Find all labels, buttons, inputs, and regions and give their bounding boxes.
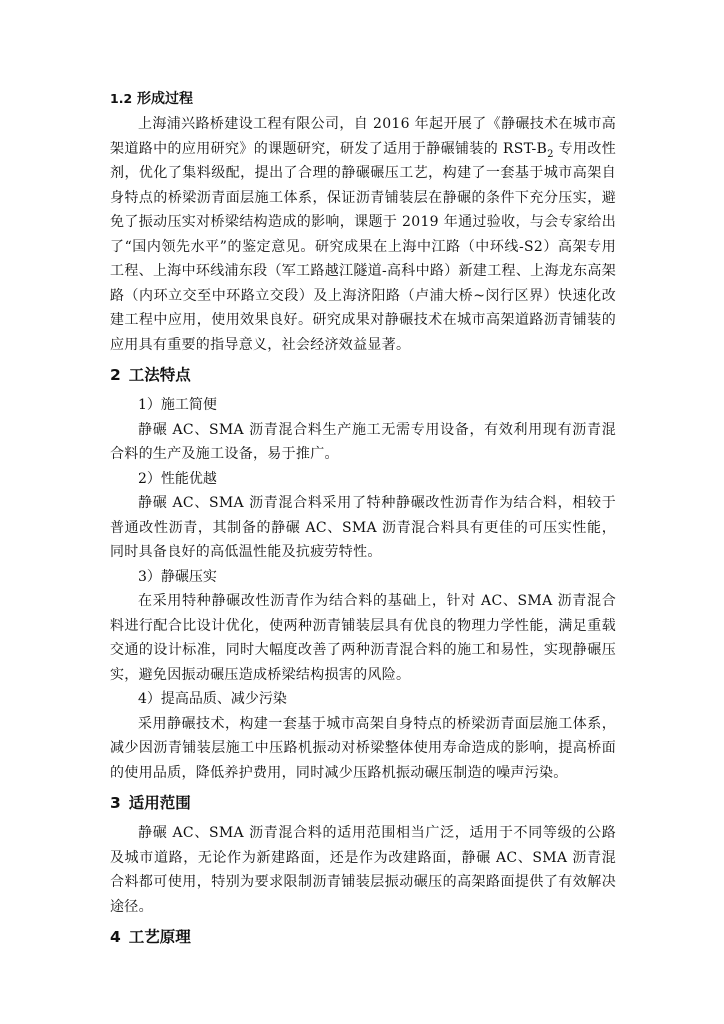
feature-item-text: 静碾 AC、SMA 沥青混合料生产施工无需专用设备，有效利用现有沥青混合料的生产及施工设备，易于推广。 bbox=[110, 421, 616, 462]
section-3-paragraph: 静碾 AC、SMA 沥青混合料的适用范围相当广泛，适用于不同等级的公路及城市道路，无论作为新建路面，还是作为改建路面，静碾 AC、SMA 沥青混合料都可使用，特别为要求限制沥青铺装层振动碾压的高架路面提供了有效解决途径。 bbox=[110, 825, 616, 915]
feature-item-text: 静碾 AC、SMA 沥青混合料采用了特种静碾改性沥青作为结合料，相较于普通改性沥青，其制备的静碾 AC、SMA 沥青混合料具有更佳的可压实性能，同时具备良好的高低温性能及抗疲劳特性。 bbox=[110, 495, 616, 560]
section-number: 1.2 bbox=[110, 91, 133, 106]
section-number: 4 bbox=[110, 928, 121, 946]
feature-item-label: 2）性能优越 bbox=[138, 470, 217, 487]
section-number: 3 bbox=[110, 794, 121, 812]
section-1-2-heading bbox=[110, 88, 616, 110]
section-title: 工法特点 bbox=[128, 366, 191, 384]
paragraph-text-part: 专用改性剂，优化了集料级配，提出了合理的静碾碾压工艺，构建了一套基于城市高架自身特点的桥梁沥青面层施工体系，保证沥青铺装层在静碾的条件下充分压实，避免了振动压实对桥梁结构造成的影响，课题于 2019 年通过验收，与会专家给出了“国内领先水平”的鉴定意见。研究成果在上海中江路（中环线-S2）高架专用工程、上海中环线浦东段（军工路越江隧道-高科中路）新建工程、上海龙东高架路（内环立交至中环路立交段）及上海济阳路（卢浦大桥~闵行区界）快速化改建工程中应用，使用效果良好。研究成果对静碾技术在城市高架道路沥青铺装的应用具有重要的指导意义，社会经济效益显著。 bbox=[110, 140, 616, 353]
feature-item-label: 4）提高品质、减少污染 bbox=[138, 691, 287, 707]
feature-item-label: 3）静碾压实 bbox=[138, 568, 217, 585]
paragraph-text-part: 上海浦兴路桥建设工程有限公司，自 2016 年起开展了《静碾技术在城市高架道路中的应用研究》的课题研究，研发了适用于静碾铺装的 RST-B bbox=[110, 116, 616, 157]
document-body bbox=[110, 88, 616, 955]
feature-item-text: 在采用特种静碾改性沥青作为结合料的基础上，针对 AC、SMA 沥青混合料进行配合比设计优化，使两种沥青铺装层具有优良的物理力学性能，满足重载交通的设计标准，同时大幅度改善了两种沥青混合料的施工和易性，实现静碾压实，避免因振动碾压造成桥梁结构损害的风险。 bbox=[110, 593, 616, 683]
feature-item-label: 1）施工简便 bbox=[138, 397, 217, 413]
section-1-2-paragraph bbox=[110, 112, 616, 357]
section-title: 形成过程 bbox=[137, 91, 194, 107]
section-2-heading bbox=[110, 363, 616, 389]
section-title: 适用范围 bbox=[128, 794, 191, 812]
section-title: 工艺原理 bbox=[128, 928, 191, 946]
section-3-heading bbox=[110, 791, 616, 817]
feature-item-text: 采用静碾技术，构建一套基于城市高架自身特点的桥梁沥青面层施工体系，减少因沥青铺装层施工中压路机振动对桥梁整体使用寿命造成的影响，提高桥面的使用品质，降低养护费用，同时减少压路机振动碾压制造的噪声污染。 bbox=[110, 715, 616, 781]
section-number: 2 bbox=[110, 366, 121, 384]
section-4-heading bbox=[110, 925, 616, 951]
subscript: 2 bbox=[547, 148, 554, 160]
